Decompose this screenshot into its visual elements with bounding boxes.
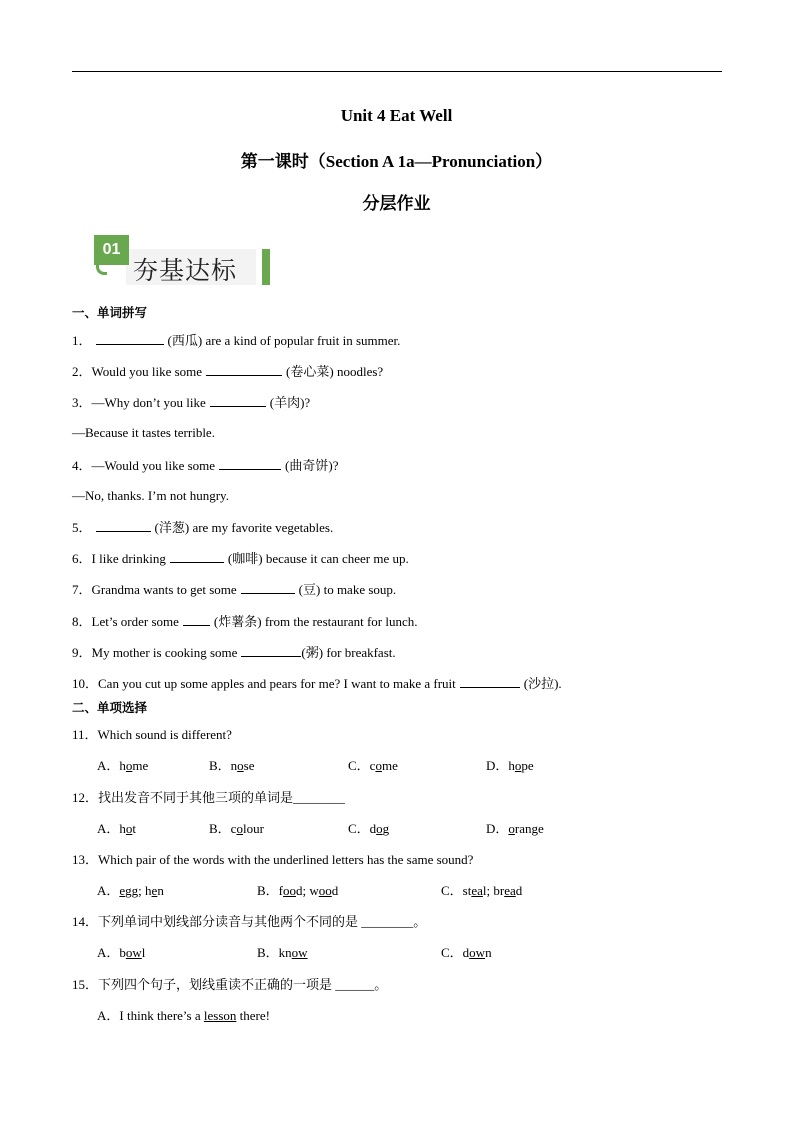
q9-pre: My mother is cooking some bbox=[91, 645, 238, 660]
question-11: 11．Which sound is different? bbox=[72, 727, 232, 742]
q3-answer: —Because it tastes terrible. bbox=[72, 425, 215, 440]
banner-label: 夯基达标 bbox=[133, 256, 238, 285]
question-3 bbox=[72, 394, 310, 411]
q1-number: 1． bbox=[72, 333, 92, 348]
q12-option-a[interactable]: A．hot bbox=[97, 821, 137, 836]
question-15: 15．下列四个句子，划线重读不正确的一项是 ______。 bbox=[72, 977, 388, 992]
q9-hint: (粥) bbox=[301, 645, 324, 660]
q7-rest: to make soup. bbox=[323, 582, 397, 597]
question-5 bbox=[72, 519, 333, 536]
q10-number: 10． bbox=[72, 676, 99, 691]
q1-hint: (西瓜) bbox=[167, 333, 203, 348]
q4-pre: —Would you like some bbox=[91, 458, 216, 473]
q10-pre: Can you cut up some apples and pears for me? I want to make a fruit bbox=[98, 676, 456, 691]
level-banner bbox=[84, 233, 274, 287]
q11-option-a[interactable]: A．home bbox=[97, 758, 149, 773]
q5-rest: are my favorite vegetables. bbox=[192, 520, 334, 535]
q3-hint: (羊肉)? bbox=[269, 395, 311, 410]
q13-option-c[interactable]: C．steal; bread bbox=[441, 883, 523, 898]
q14-option-a[interactable]: A．bowl bbox=[97, 945, 146, 960]
question-2 bbox=[72, 363, 383, 380]
question-7 bbox=[72, 581, 396, 598]
q10-hint: (沙拉). bbox=[523, 676, 562, 691]
q7-pre: Grandma wants to get some bbox=[91, 582, 237, 597]
question-6 bbox=[72, 550, 409, 567]
q4-answer: —No, thanks. I’m not hungry. bbox=[72, 488, 229, 503]
q15-option-a[interactable]: A．I think there’s a lesson there! bbox=[97, 1008, 270, 1023]
q3-pre: —Why don’t you like bbox=[91, 395, 206, 410]
q11-option-d[interactable]: D．hope bbox=[486, 758, 534, 773]
q7-blank[interactable] bbox=[241, 581, 295, 594]
q6-pre: I like drinking bbox=[91, 551, 166, 566]
question-8 bbox=[72, 613, 418, 630]
q8-rest: from the restaurant for lunch. bbox=[264, 614, 418, 629]
q12-option-c[interactable]: C．dog bbox=[348, 821, 390, 836]
q8-pre: Let’s order some bbox=[91, 614, 179, 629]
q2-pre: Would you like some bbox=[91, 364, 203, 379]
q6-rest: because it can cheer me up. bbox=[265, 551, 409, 566]
q6-number: 6． bbox=[72, 551, 92, 566]
question-9 bbox=[72, 644, 396, 661]
q13-option-a[interactable]: A．egg; hen bbox=[97, 883, 164, 898]
q5-blank[interactable] bbox=[96, 519, 151, 532]
q10-blank[interactable] bbox=[460, 675, 520, 688]
banner-accent-bar bbox=[262, 249, 270, 285]
q8-number: 8． bbox=[72, 614, 92, 629]
q7-hint: (豆) bbox=[298, 582, 321, 597]
q3-number: 3． bbox=[72, 395, 92, 410]
lesson-title: 第一课时（Section A 1a—Pronunciation） bbox=[240, 152, 553, 171]
banner-curl-decoration bbox=[96, 264, 107, 275]
q6-hint: (咖啡) bbox=[227, 551, 263, 566]
q12-option-d[interactable]: D．orange bbox=[486, 821, 544, 836]
q1-rest: are a kind of popular fruit in summer. bbox=[205, 333, 401, 348]
q2-hint: (卷心菜) bbox=[286, 364, 334, 379]
q2-rest: noodles? bbox=[336, 364, 384, 379]
unit-title: Unit 4 Eat Well bbox=[340, 106, 453, 125]
header-rule bbox=[72, 71, 722, 72]
q8-hint: (炸薯条) bbox=[213, 614, 262, 629]
q12-option-b[interactable]: B．colour bbox=[209, 821, 264, 836]
q2-number: 2． bbox=[72, 364, 92, 379]
q5-number: 5． bbox=[72, 520, 92, 535]
question-1 bbox=[72, 332, 400, 349]
q1-blank[interactable] bbox=[96, 332, 164, 345]
q4-hint: (曲奇饼)? bbox=[285, 458, 339, 473]
question-14: 14．下列单词中划线部分读音与其他两个不同的是 ________。 bbox=[72, 914, 427, 929]
q8-blank[interactable] bbox=[183, 613, 210, 626]
q14-option-c[interactable]: C．down bbox=[441, 945, 492, 960]
q11-option-b[interactable]: B．nose bbox=[209, 758, 255, 773]
homework-title: 分层作业 bbox=[362, 194, 431, 213]
banner-number-badge: 01 bbox=[94, 235, 129, 265]
q9-blank[interactable] bbox=[241, 644, 301, 657]
section2-heading: 二、单项选择 bbox=[72, 700, 148, 715]
q3-blank[interactable] bbox=[210, 394, 266, 407]
q4-number: 4． bbox=[72, 458, 92, 473]
q11-option-c[interactable]: C．come bbox=[348, 758, 398, 773]
q5-hint: (洋葱) bbox=[154, 520, 190, 535]
q7-number: 7． bbox=[72, 582, 92, 597]
q4-blank[interactable] bbox=[219, 457, 281, 470]
q9-number: 9． bbox=[72, 645, 92, 660]
question-10 bbox=[72, 675, 562, 692]
q9-rest: for breakfast. bbox=[326, 645, 396, 660]
q13-option-b[interactable]: B．food; wood bbox=[257, 883, 339, 898]
q14-option-b[interactable]: B．know bbox=[257, 945, 308, 960]
q6-blank[interactable] bbox=[170, 550, 224, 563]
section1-heading: 一、单词拼写 bbox=[72, 305, 148, 320]
question-13: 13．Which pair of the words with the underlined letters has the same sound? bbox=[72, 852, 474, 867]
question-4 bbox=[72, 457, 338, 474]
q2-blank[interactable] bbox=[206, 363, 282, 376]
question-12: 12．找出发音不同于其他三项的单词是________ bbox=[72, 790, 346, 805]
